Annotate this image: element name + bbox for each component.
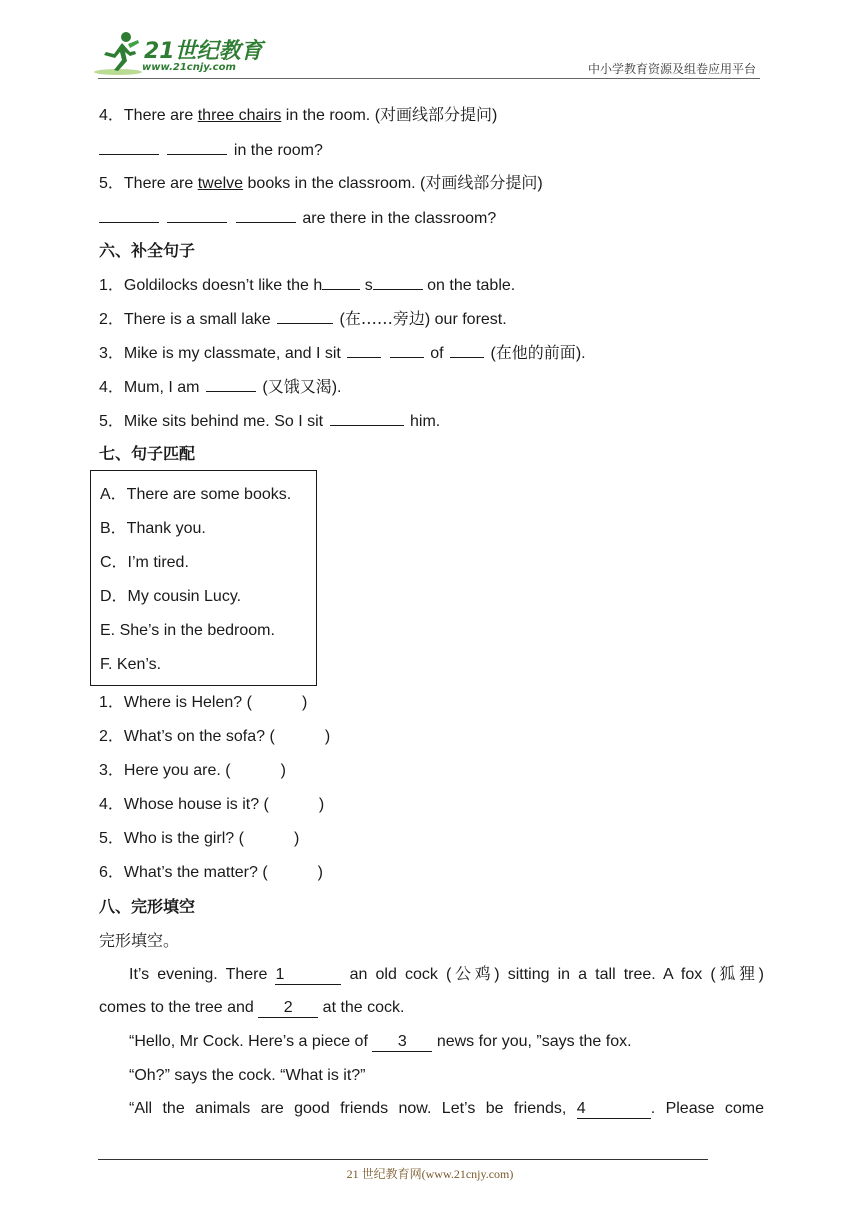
cloze-blank-1[interactable]: 1: [275, 966, 341, 985]
answer-blank[interactable]: [99, 207, 159, 223]
section-subtitle: 完形填空。: [99, 931, 180, 950]
cloze-line-4: “Oh?” says the cock. “What is it?”: [129, 1067, 366, 1084]
option-a: A．There are some books.: [100, 486, 292, 503]
match-question-3: 3．Here you are. ( ): [99, 762, 286, 779]
match-question-2: 2．What’s on the sofa? ( ): [99, 728, 331, 745]
page-header: [0, 0, 860, 90]
answer-blank[interactable]: [330, 410, 404, 426]
question-5: 5．There are twelve books in the classroom. (对画线部分提问): [99, 173, 543, 192]
underlined-phrase: three chairs: [197, 107, 282, 124]
match-question-1: 1．Where is Helen? ( ): [99, 694, 308, 711]
answer-line-4: in the room?: [99, 139, 323, 161]
fill-item-1: 1．Goldilocks doesn’t like the h s on the table.: [99, 274, 515, 296]
answer-blank[interactable]: [390, 342, 424, 358]
fill-item-3: 3．Mike is my classmate, and I sit of (在他的前面).: [99, 343, 586, 362]
fill-item-5: 5．Mike sits behind me. So I sit him.: [99, 410, 440, 432]
option-d: D．My cousin Lucy.: [100, 588, 242, 605]
cloze-line-3: “Hello, Mr Cock. Here’s a piece of 3 news for you, ”says the fox.: [129, 1033, 632, 1050]
match-question-4: 4．Whose house is it? ( ): [99, 796, 325, 813]
fill-item-2: 2．There is a small lake (在……旁边) our forest.: [99, 309, 507, 328]
cloze-line-5: “All the animals are good friends now. Let’s be friends, 4 . Please come: [129, 1100, 765, 1117]
option-f: F. Ken’s.: [100, 656, 162, 673]
header-tagline: 中小学教育资源及组卷应用平台: [587, 62, 756, 76]
header-divider: [98, 78, 760, 79]
answer-blank[interactable]: [167, 139, 227, 155]
site-logo: [92, 30, 272, 78]
cloze-blank-4[interactable]: 4: [577, 1100, 651, 1119]
question-4: 4．There are three chairs in the room. (对画线部分提问): [99, 105, 498, 124]
page-footer: 21 世纪教育网(www.21cnjy.com): [346, 1167, 514, 1181]
option-c: C．I’m tired.: [100, 554, 189, 571]
answer-blank[interactable]: [277, 308, 333, 324]
answer-blank[interactable]: [99, 139, 159, 155]
section-title: 八、完形填空: [99, 897, 196, 916]
runner-logo-icon: [92, 30, 142, 76]
cloze-blank-3[interactable]: 3: [372, 1033, 432, 1052]
options-box: [90, 470, 317, 686]
cloze-blank-2[interactable]: 2: [258, 999, 318, 1018]
answer-blank[interactable]: [322, 274, 360, 290]
cloze-line-2: comes to the tree and 2 at the cock.: [99, 999, 405, 1016]
option-e: E. She’s in the bedroom.: [100, 622, 275, 639]
match-question-5: 5．Who is the girl? ( ): [99, 830, 300, 847]
answer-blank[interactable]: [167, 207, 227, 223]
answer-blank[interactable]: [236, 207, 296, 223]
logo-text: 21世纪教育: [144, 39, 263, 64]
answer-line-5: are there in the classroom?: [99, 207, 496, 229]
answer-blank[interactable]: [373, 274, 423, 290]
fill-item-4: 4．Mum, I am (又饿又渴).: [99, 377, 342, 396]
section-title: 七、句子匹配: [99, 444, 196, 463]
underlined-phrase: twelve: [197, 175, 244, 192]
answer-blank[interactable]: [347, 342, 381, 358]
answer-blank[interactable]: [206, 376, 256, 392]
section-title: 六、补全句子: [99, 241, 196, 260]
option-b: B．Thank you.: [100, 520, 206, 537]
answer-blank[interactable]: [450, 342, 484, 358]
match-question-6: 6．What’s the matter? ( ): [99, 864, 323, 881]
logo-url: www.21cnjy.com: [142, 62, 236, 73]
cloze-line-1: It’s evening. There 1 an old cock (公鸡) sitting in a tall tree. A fox (狐狸): [129, 964, 764, 983]
footer-divider: [98, 1159, 708, 1160]
